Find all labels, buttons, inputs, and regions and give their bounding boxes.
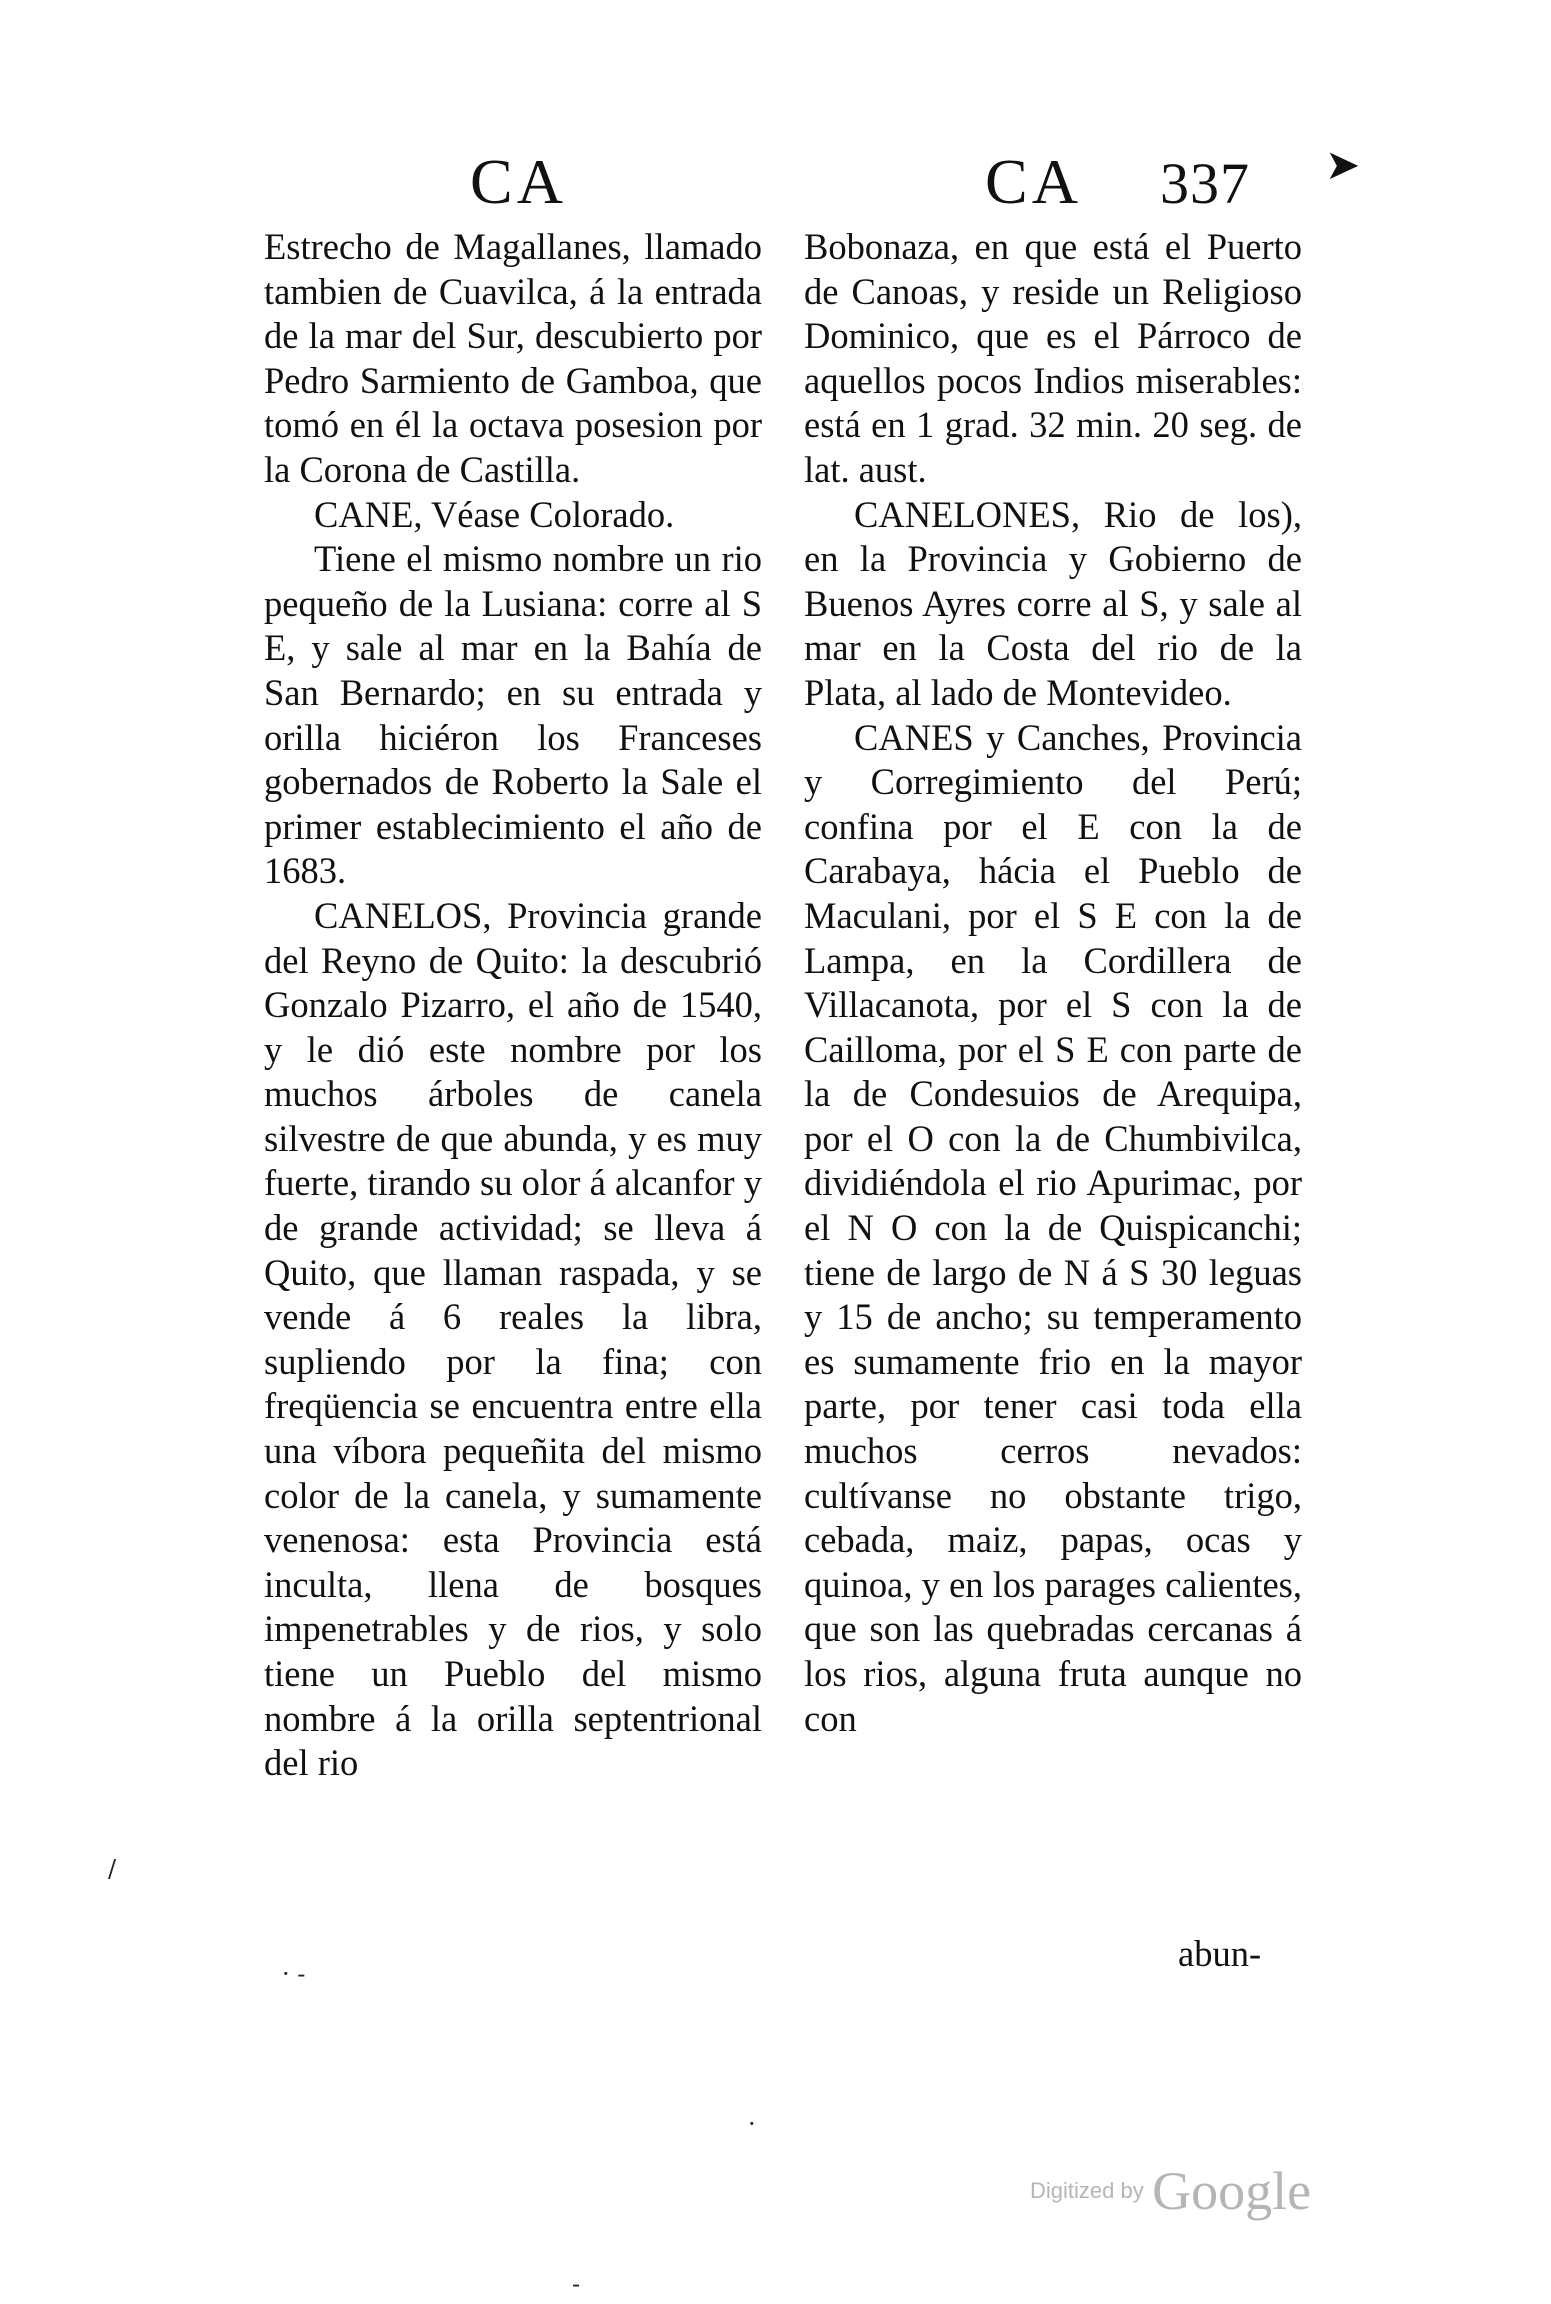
- running-head-left: CA: [470, 146, 567, 217]
- left-column: [264, 225, 762, 1786]
- paragraph: CANELONES, Rio de los), en la Provincia y Gobierno de Buenos Ayres corre al S, y sale al mar en la Costa del rio de la Plata, al lado de Montevideo.: [804, 493, 1302, 713]
- watermark-prefix: Digitized by: [1030, 2178, 1144, 2203]
- paragraph: CANES y Canches, Provincia y Corregimiento del Perú; confina por el E con la de Carabaya, hácia el Pueblo de Maculani, por el S E con la de Lampa, en la Cordillera de Villacanota, por el S con la de Cailloma, por el S E con parte de la de Condesuios de Arequipa, por el O con la de Chumbivilca, dividiéndola el rio Apurimac, por el N O con la de Quispicanchi; tiene de largo de N á S 30 leguas y 15 de ancho; su temperamento es sumamente frio en la mayor parte, por tener casi toda ella muchos cerros nevados: cultívanse no obstante trigo, cebada, maiz, papas, ocas y quinoa, y en los parages calientes, que son las quebradas cercanas á los rios, alguna fruta aunque no con: [804, 716, 1302, 1739]
- pointing-hand-icon: ➤: [1325, 140, 1361, 189]
- catchword: abun-: [1178, 1933, 1262, 1974]
- margin-mark: · -: [282, 1960, 306, 1988]
- paragraph: Bobonaza, en que está el Puerto de Canoas, y reside un Religioso Dominico, que es el Párroco de aquellos pocos Indios miserables: está en 1 grad. 32 min. 20 seg. de lat. aust.: [804, 226, 1302, 490]
- margin-mark: -: [572, 2270, 581, 2298]
- running-head-right: CA: [985, 146, 1082, 217]
- paragraph: CANE, Véase Colorado.: [314, 493, 675, 535]
- google-logo: Google: [1152, 2161, 1312, 2221]
- margin-mark: /: [108, 1855, 117, 1883]
- paragraph: Estrecho de Magallanes, llamado tambien de Cuavilca, á la entrada de la mar del Sur, descubierto por Pedro Sarmiento de Gamboa, que tomó en él la octava posesion por la Corona de Castilla.: [264, 226, 762, 490]
- page-number: 337: [1160, 151, 1250, 216]
- digitized-watermark: [1030, 2160, 1311, 2222]
- paragraph: Tiene el mismo nombre un rio pequeño de la Lusiana: corre al S E, y sale al mar en la Bahía de San Bernardo; en su entrada y orilla hiciéron los Franceses gobernados de Roberto la Sale el primer establecimiento el año de 1683.: [264, 538, 762, 892]
- right-column: [804, 225, 1302, 1741]
- paragraph: CANELOS, Provincia grande del Reyno de Quito: la descubrió Gonzalo Pizarro, el año de 1540, y le dió este nombre por los muchos árboles de canela silvestre de que abunda, y es muy fuerte, tirando su olor á alcanfor y de grande actividad; se lleva á Quito, que llaman raspada, y se vende á 6 reales la libra, supliendo por la fina; con freqüencia se encuentra entre ella una víbora pequeñita del mismo color de la canela, y sumamente venenosa: esta Provincia está inculta, llena de bosques impenetrables y de rios, y solo tiene un Pueblo del mismo nombre á la orilla septentrional del rio: [264, 894, 762, 1784]
- margin-mark: ·: [748, 2110, 756, 2138]
